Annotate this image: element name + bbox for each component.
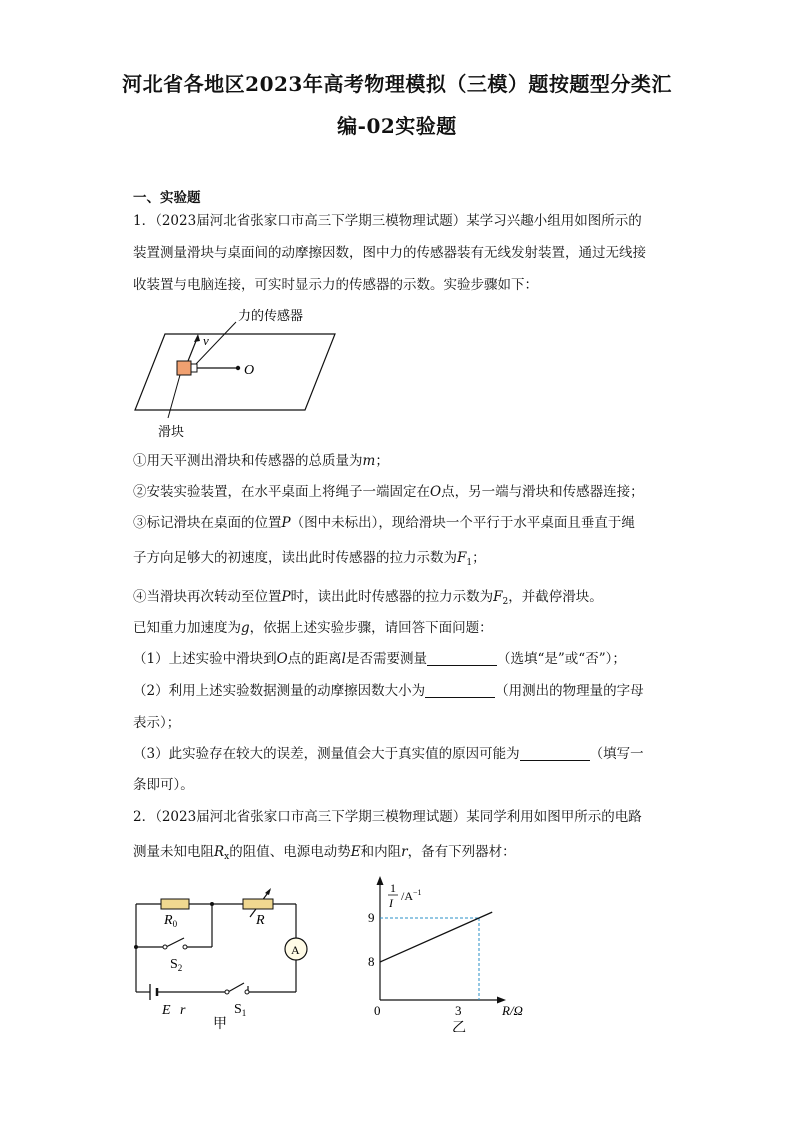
answer-blank-2[interactable] bbox=[425, 683, 495, 698]
velocity-arrowhead bbox=[194, 334, 200, 342]
q1-step1: ①用天平测出滑块和传感器的总质量为m； bbox=[133, 453, 389, 469]
q2-line2: 测量未知电阻$R_x$的阻值、电源电动势E和内阻r，备有下列器材： bbox=[133, 844, 516, 862]
caption-yi: 乙 bbox=[452, 1020, 466, 1032]
q1-figure bbox=[130, 300, 350, 445]
q1-line2: 装置测量滑块与桌面间的动摩擦因数，图中力的传感器装有无线发射装置，通过无线接 bbox=[133, 245, 646, 261]
resistor-r bbox=[243, 899, 273, 909]
label-e: E bbox=[162, 1003, 171, 1018]
label-s2: $S_2$ bbox=[170, 957, 183, 973]
q1-ask3b: 条即可）。 bbox=[133, 777, 194, 793]
ylabel-denominator: I bbox=[389, 896, 393, 910]
q1-ask3: （3）此实验存在较大的误差，测量值会大于真实值的原因可能为 （填写一 bbox=[133, 746, 644, 762]
q1-step3b: 子方向足够大的初速度，读出此时传感器的拉力示数为$F_1$； bbox=[133, 550, 486, 568]
series-line bbox=[380, 912, 492, 962]
label-s1: $S_1$ bbox=[234, 1002, 247, 1018]
fig-label-block: 滑块 bbox=[158, 425, 185, 440]
sensor-leader bbox=[196, 322, 236, 364]
q1-gravity: 已知重力加速度为g，依据上述实验步骤，请回答下面问题： bbox=[133, 620, 493, 636]
section-heading: 一、实验题 bbox=[133, 190, 201, 206]
point-o bbox=[236, 366, 240, 370]
fig-label-sensor: 力的传感器 bbox=[238, 309, 304, 324]
q1-line1: 1．（2023届河北省张家口市高三下学期三模物理试题）某学习兴趣小组用如图所示的 bbox=[133, 213, 642, 229]
answer-blank-3[interactable] bbox=[520, 746, 590, 761]
tick-x0: 0 bbox=[374, 1003, 381, 1018]
y-axis-arrow bbox=[377, 876, 384, 885]
q1-ask2: （2）利用上述实验数据测量的动摩擦因数大小为 （用测出的物理量的字母 bbox=[133, 683, 644, 699]
slider-block bbox=[177, 361, 191, 375]
q1-line3: 收装置与电脑连接，可实时显示力的传感器的示数。实验步骤如下： bbox=[133, 277, 538, 293]
label-r0: $R_0$ bbox=[164, 913, 178, 929]
q1-ask2b: 表示）； bbox=[133, 715, 181, 731]
ylabel-unit: $/A^{-1}$ bbox=[401, 888, 422, 903]
label-r: R bbox=[256, 913, 265, 928]
circuit-diagram bbox=[128, 888, 318, 1033]
q1-ask1: （1）上述实验中滑块到O点的距离l是否需要测量 （选填“是”或“否”）； bbox=[133, 651, 626, 667]
q2-line1: 2．（2023届河北省张家口市高三下学期三模物理试题）某同学利用如图甲所示的电路 bbox=[133, 809, 642, 825]
answer-blank-1[interactable] bbox=[427, 651, 497, 666]
force-sensor bbox=[191, 364, 197, 372]
rheostat-arrowhead bbox=[265, 888, 271, 895]
tick-y9: 9 bbox=[368, 910, 375, 925]
resistor-r0 bbox=[161, 899, 189, 909]
tabletop-parallelogram bbox=[135, 334, 335, 410]
fig-label-v: v bbox=[203, 333, 209, 348]
label-ri: r bbox=[180, 1003, 186, 1018]
xlabel: R/Ω bbox=[502, 1003, 523, 1018]
tick-x3: 3 bbox=[455, 1003, 462, 1018]
q1-step3a: ③标记滑块在桌面的位置P（图中未标出），现给滑块一个平行于水平桌面且垂直于绳 bbox=[133, 515, 635, 531]
tick-y8: 8 bbox=[368, 954, 375, 969]
q1-step4: ④当滑块再次转动至位置P时，读出此时传感器的拉力示数为$F_2$，并截停滑块。 bbox=[133, 589, 603, 607]
label-ammeter: A bbox=[291, 943, 300, 957]
ylabel-numerator: 1 bbox=[390, 881, 396, 895]
graph-1-over-i-vs-r bbox=[360, 872, 540, 1032]
doc-title-line1: 河北省各地区2023年高考物理模拟（三模）题按题型分类汇 bbox=[122, 72, 672, 96]
caption-jia: 甲 bbox=[213, 1016, 227, 1032]
block-leader bbox=[168, 375, 180, 418]
doc-title-line2: 编-02实验题 bbox=[337, 114, 457, 138]
fig-label-o: O bbox=[244, 363, 255, 378]
q1-step2: ②安装实验装置，在水平桌面上将绳子一端固定在O点，另一端与滑块和传感器连接； bbox=[133, 484, 644, 500]
